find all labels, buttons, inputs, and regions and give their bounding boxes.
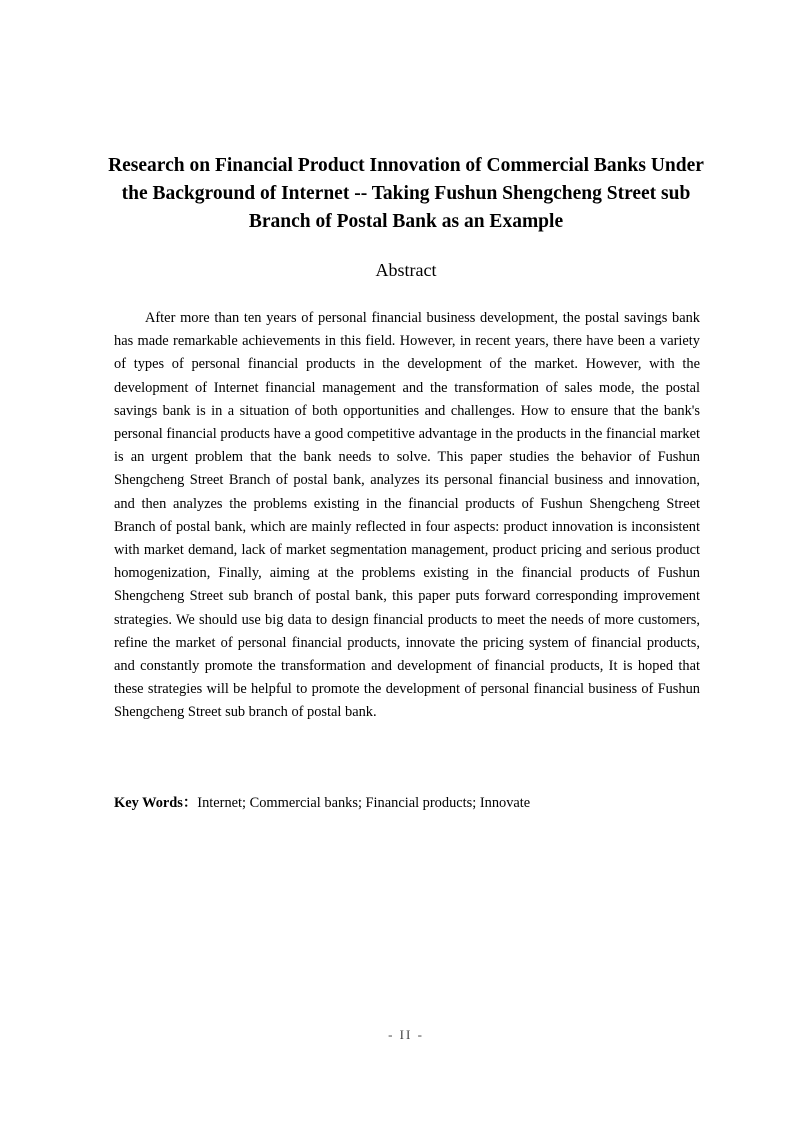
abstract-body: After more than ten years of personal financial business development, the postal savings bank has made remarkable achievements in this field. However, in recent years, there have been a variety of types of personal financial products in the development of the market. However, with the development of Internet financial management and the transformation of sales mode, the postal savings bank is in a situation of both opportunities and challenges. How to ensure that the bank's personal financial products have a good competitive advantage in the products in the financial market is an urgent problem that the bank needs to solve. This paper studies the behavior of Fushun Shengcheng Street Branch of postal bank, analyzes its personal financial business and innovation, and then analyzes the problems existing in the financial products of Fushun Shengcheng Street Branch of postal bank, which are mainly reflected in four aspects: product innovation is inconsistent with market demand, lack of market segmentation management, product pricing and serious product homogenization, Finally, aiming at the problems existing in the financial products of Fushun Shengcheng Street sub branch of postal bank, this paper puts forward corresponding improvement strategies. We should use big data to design financial products to meet the needs of more customers, refine the market of personal financial products, innovate the pricing system of financial products, and constantly promote the transformation and development of financial products, It is hoped that these strategies will be helpful to promote the development of personal financial business of Fushun Shengcheng Street sub branch of postal bank. bbox=[114, 310, 700, 721]
paper-title: Research on Financial Product Innovation of Commercial Banks Under the Background of Internet -- Taking Fushun Shengcheng Street sub Branch of Postal Bank as an Example bbox=[108, 155, 704, 232]
abstract-heading: Abstract bbox=[375, 260, 437, 280]
page-number: - II - bbox=[388, 1027, 424, 1042]
keywords-text: Internet; Commercial banks; Financial products; Innovate bbox=[197, 795, 531, 811]
keywords-label: Key Words： bbox=[114, 795, 198, 811]
keywords-line bbox=[114, 792, 700, 815]
